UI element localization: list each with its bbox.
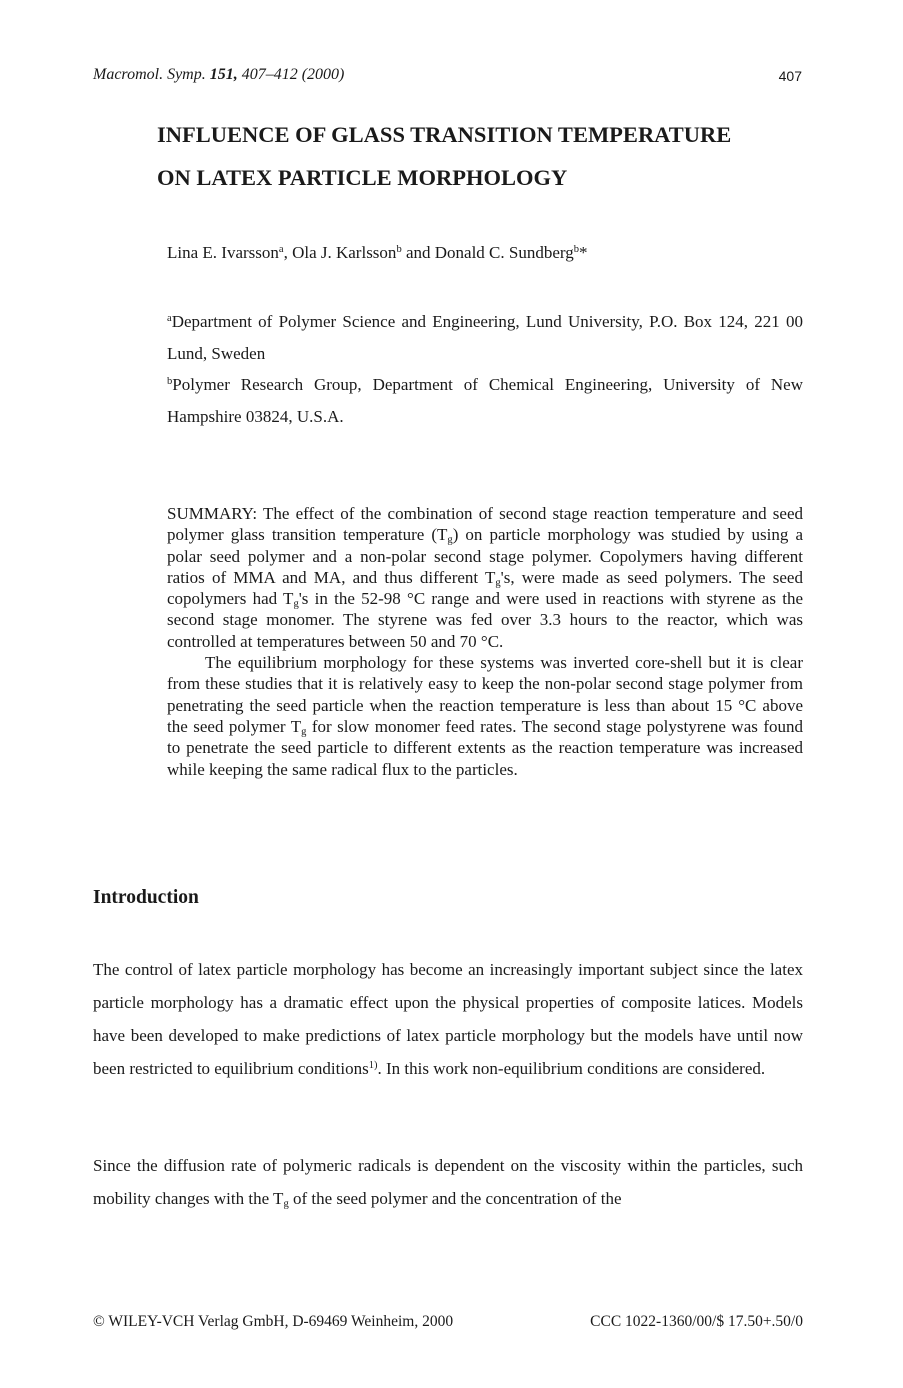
author-separator-2: and [401,243,435,262]
affiliation-b-text: Polymer Research Group, Department of Chemical Engineering, University of New Hampshire 03824, U.S.A. [167,375,803,426]
affiliation-a-text: Department of Polymer Science and Engineering, Lund University, P.O. Box 124, 221 00 Lund, Sweden [167,312,803,363]
intro-paragraph-1-text [93,953,803,1085]
reference-mark: 1) [368,1060,378,1072]
intro-paragraph-2-text [93,1149,803,1215]
journal-pages-year: 407–412 (2000) [241,66,345,83]
title-line-2: ON LATEX PARTICLE MORPHOLOGY [157,165,568,190]
title-line-1: INFLUENCE OF GLASS TRANSITION TEMPERATURE [157,122,732,147]
summary-subscript: g [495,577,501,589]
affiliation-a-mark: a [167,313,172,325]
paper-title [157,113,857,199]
summary-paragraph-1 [167,503,803,652]
author-3-affiliation-mark: b [573,244,580,256]
body-text: The control of latex particle morphology has become an increasingly important subject since the latex particle morphology has a dramatic effect upon the physical properties of composite latices. Models have been developed to make predictions of latex particle morphology but the models have until now been restricted to equilibrium conditions [93,960,803,1078]
summary-text: for slow monomer feed rates. The second stage polystyrene was found to penetrate the seed particle to different extents as the reaction temperature was increased while keeping the same radical flux to the particles. [167,716,803,779]
body-text: Since the diffusion rate of polymeric radicals is dependent on the viscosity within the particles, such mobility changes with the T [93,1156,803,1208]
body-subscript: g [283,1198,289,1210]
affiliation-b-mark: b [167,376,173,388]
journal-citation [93,66,344,84]
intro-paragraph-2 [93,1149,803,1215]
author-separator-1: , [283,243,293,262]
summary-text: SUMMARY: The effect of the combination of second stage reaction temperature and seed polymer glass transition temperature (T [167,504,803,545]
intro-paragraph-1 [93,953,803,1085]
footer-ccc-code: CCC 1022-1360/00/$ 17.50+.50/0 [590,1313,803,1330]
corresponding-author-mark: * [579,243,588,262]
author-1-affiliation-mark: a [278,244,284,256]
author-3: Donald C. Sundberg [434,243,574,262]
summary-subscript: g [301,726,307,738]
author-2-affiliation-mark: b [396,244,402,256]
author-list [167,243,588,263]
summary-text: 's, were made as seed polymers. The seed copolymers had T [167,567,803,609]
summary-subscript: g [447,534,453,546]
body-text: of the seed polymer and the concentration of the [288,1189,622,1208]
journal-volume: 151, [209,66,238,83]
summary-paragraph-2 [167,652,803,780]
body-text: . In this work non-equilibrium conditions are considered. [377,1059,766,1078]
summary-abstract [167,503,803,780]
author-2: Ola J. Karlsson [292,243,397,262]
summary-subscript: g [293,598,299,610]
summary-text: ) on particle morphology was studied by using a polar seed polymer and a non-polar second stage polymer. Copolymers having different ratios of MMA and MA, and thus different T [167,525,803,587]
section-heading-introduction: Introduction [93,887,199,908]
affiliation-a [167,306,803,370]
affiliation-b [167,369,803,433]
journal-name: Macromol. Symp. [93,66,206,83]
page-number: 407 [778,68,802,84]
author-1: Lina E. Ivarsson [167,243,279,262]
summary-text: The equilibrium morphology for these systems was inverted core-shell but it is clear from these studies that it is relatively easy to keep the non-polar second stage polymer from penetrating the seed particle when the reaction temperature is less than about 15 °C above the seed polymer T [167,653,803,736]
summary-text: 's in the 52-98 °C range and were used in reactions with styrene as the second stage monomer. The styrene was fed over 3.3 hours to the reactor, which was controlled at temperatures between 50 and 70 °C. [167,589,803,651]
footer-copyright: © WILEY-VCH Verlag GmbH, D-69469 Weinheim, 2000 [93,1313,454,1330]
